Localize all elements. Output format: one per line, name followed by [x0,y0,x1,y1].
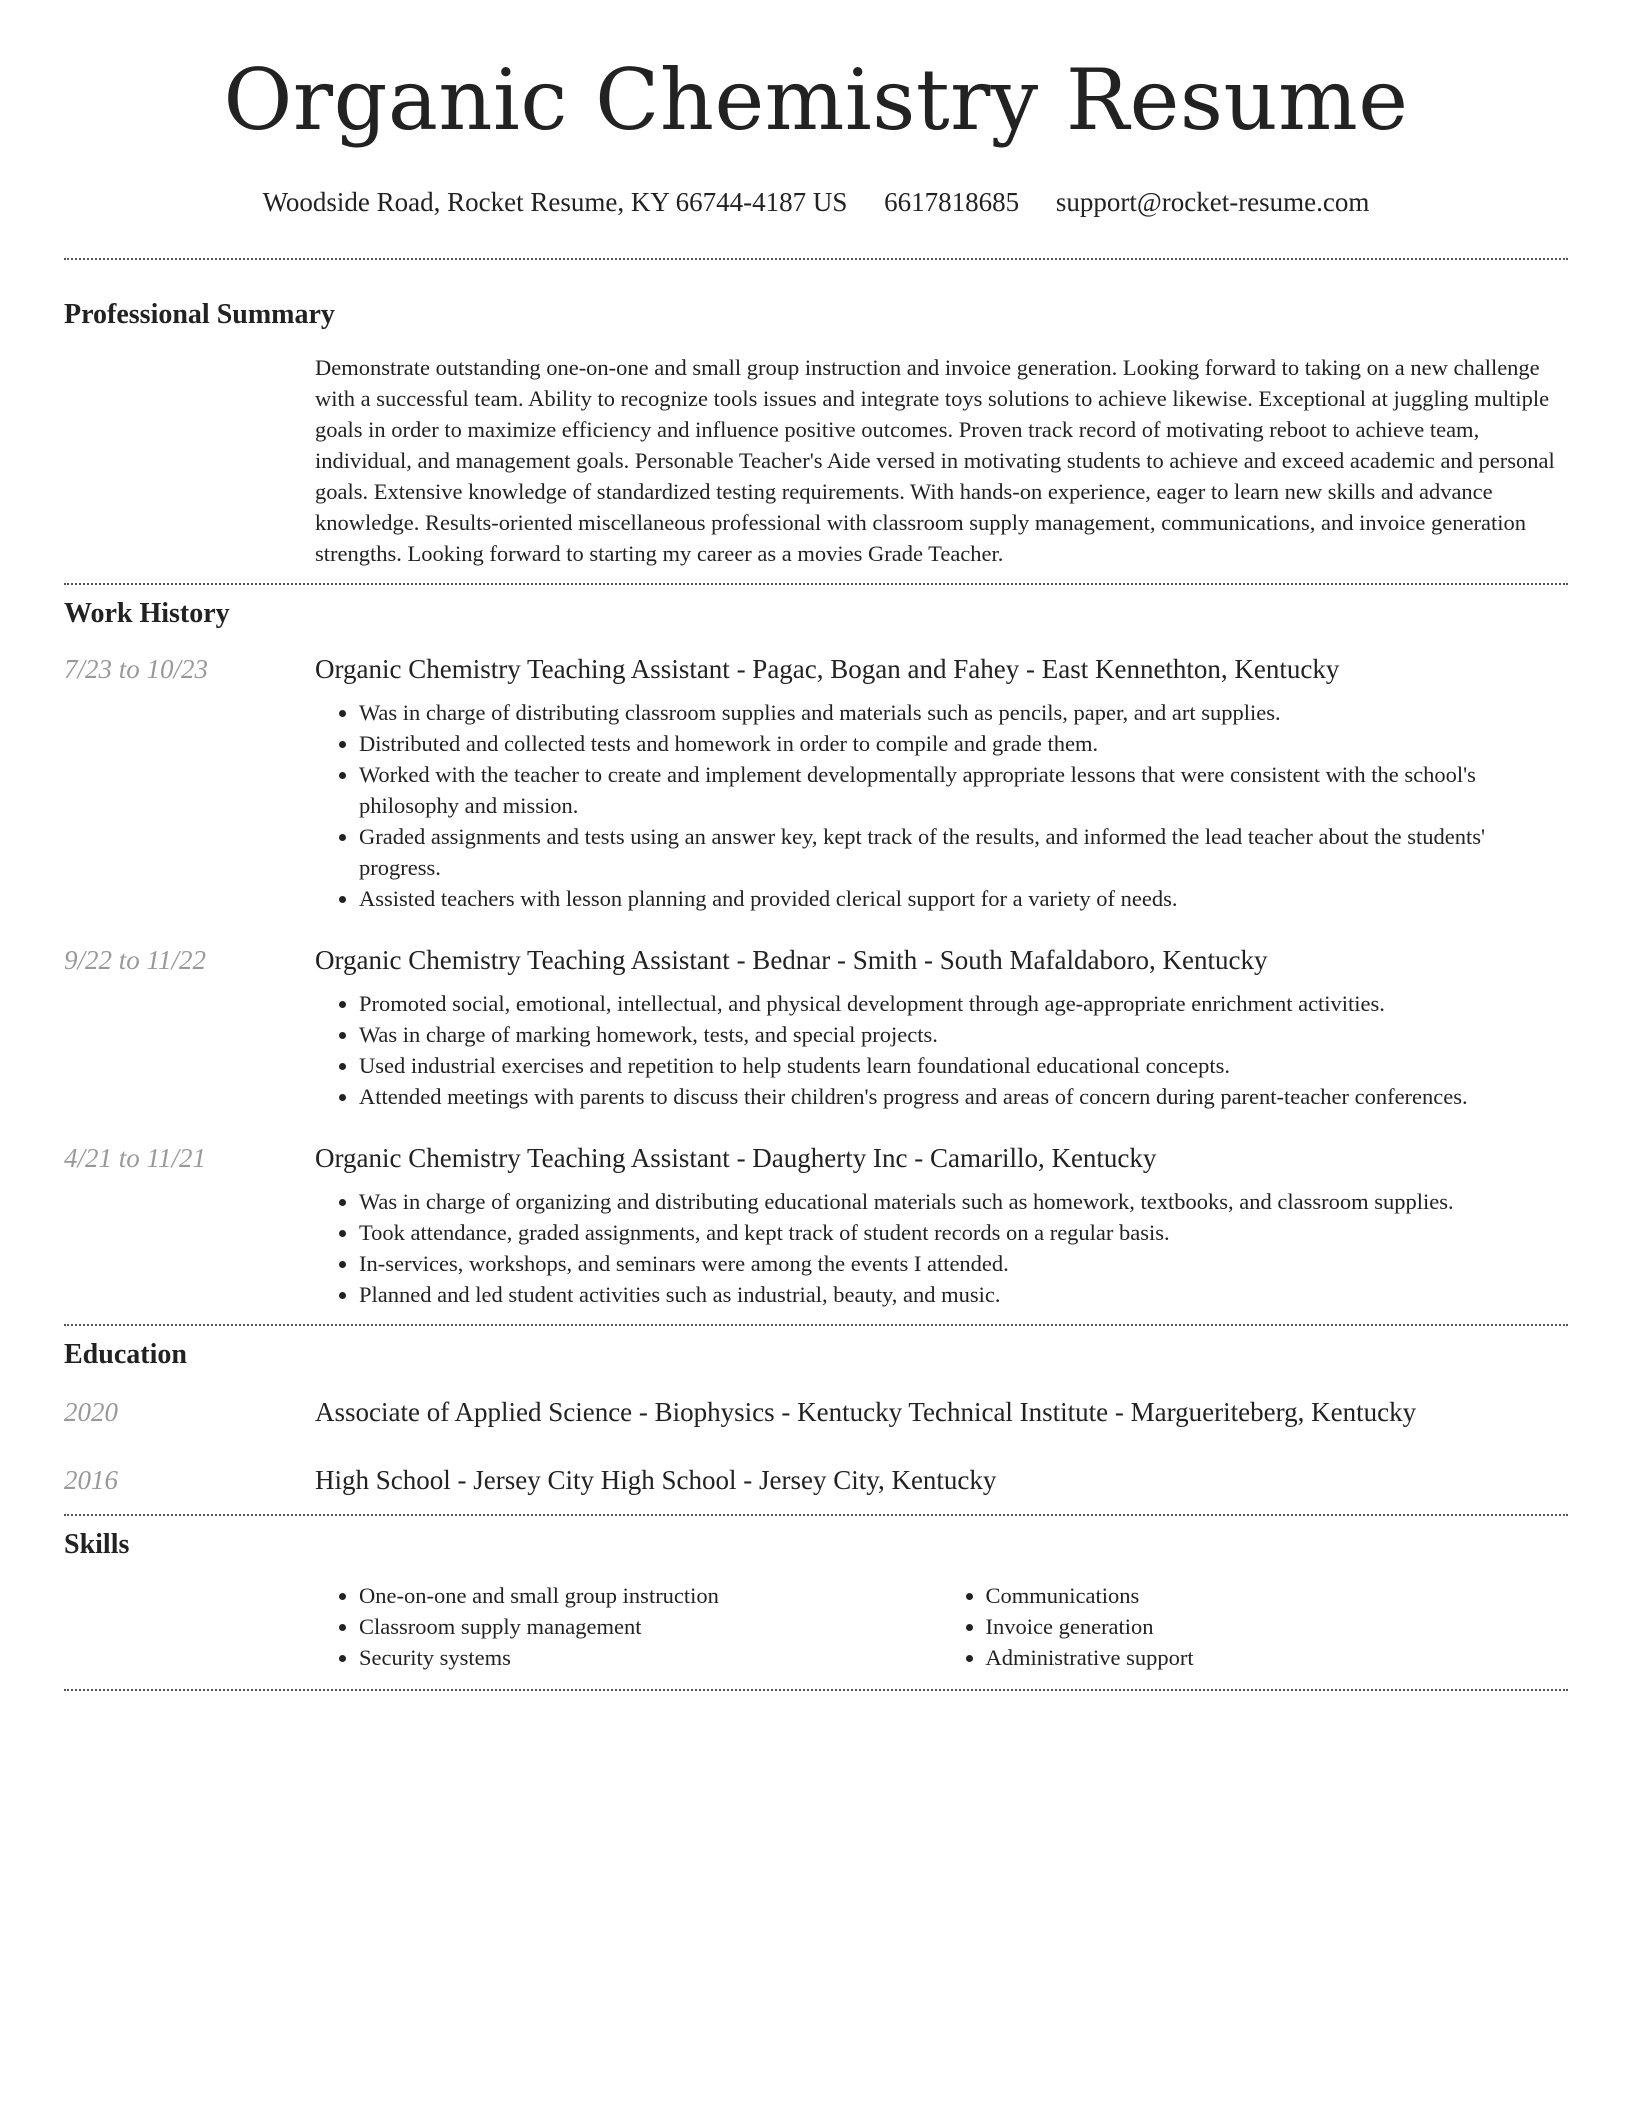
job-heading [315,1140,1568,1176]
education-section [64,1338,1568,1498]
list-item: • Was in charge of organizing and distributing educational materials such as homework, textbooks, and classroom supplies. [359,1186,1568,1217]
divider [64,1514,1568,1516]
list-item: • Distributed and collected tests and homework in order to compile and grade them. [359,728,1568,759]
job-entry [64,942,1568,1112]
job-dates: 4/21 to 11/21 [64,1143,207,1173]
job-title: Organic Chemistry Teaching Assistant [315,945,730,975]
section-title: Education [64,1339,187,1370]
skill-item: • Administrative support [986,1642,1569,1673]
job-bullets [315,1186,1568,1310]
education-text: Associate of Applied Science - Biophysics - Kentucky Technical Institute - Margueriteberg, Kentucky [315,1397,1417,1427]
summary-text: Demonstrate outstanding one-on-one and small group instruction and invoice generation. Looking forward to taking on a new challenge with a successful team. Ability to recognize tools issues and integrate toys solutions to achieve likewise. Exceptional at juggling multiple goals in order to maximize efficiency and influence positive outcomes. Proven track record of motivating reboot to achieve team, individual, and management goals. Personable Teacher's Aide versed in motivating students to achieve and exceed academic and personal goals. Extensive knowledge of standardized testing requirements. With hands-on experience, eager to learn new skills and advance knowledge. Results-oriented miscellaneous professional with classroom supply management, communications, and invoice generation strengths. Looking forward to starting my career as a movies Grade Teacher. [315,355,1555,566]
job-title: Organic Chemistry Teaching Assistant [315,654,730,684]
list-item: • Was in charge of distributing classroom supplies and materials such as pencils, paper, and art supplies. [359,697,1568,728]
phone: 6617818685 [884,187,1020,217]
list-item: • In-services, workshops, and seminars were among the events I attended. [359,1248,1568,1279]
job-bullets [315,988,1568,1112]
skill-item: • Classroom supply management [359,1611,942,1642]
work-section [64,597,1568,1310]
section-title: Skills [64,1529,130,1560]
job-heading [315,651,1568,687]
list-item: • Planned and led student activities such as industrial, beauty, and music. [359,1279,1568,1310]
job-entry [64,651,1568,914]
list-item: • Was in charge of marking homework, tests, and special projects. [359,1019,1568,1050]
education-entry [64,1394,1568,1430]
education-year: 2016 [64,1465,118,1495]
list-item: • Promoted social, emotional, intellectual, and physical development through age-appropriate enrichment activities. [359,988,1568,1019]
address: Woodside Road, Rocket Resume, KY 66744-4187 US [262,187,848,217]
contact-line [64,184,1568,220]
job-bullets [315,697,1568,914]
education-text: High School - Jersey City High School - Jersey City, Kentucky [315,1465,997,1495]
list-item: • Used industrial exercises and repetition to help students learn foundational educational concepts. [359,1050,1568,1081]
section-title: Work History [64,598,230,629]
job-employer: - Bednar - Smith - South Mafaldaboro, Kentucky [729,945,1268,975]
skills-section [64,1528,1568,1673]
skill-item: • Communications [986,1580,1569,1611]
list-item: • Assisted teachers with lesson planning and provided clerical support for a variety of needs. [359,883,1568,914]
job-heading [315,942,1568,978]
section-title: Professional Summary [64,299,335,330]
job-employer: - Pagac, Bogan and Fahey - East Kennethton, Kentucky [729,654,1340,684]
divider [64,1324,1568,1326]
job-dates: 7/23 to 10/23 [64,654,209,684]
skills-column [942,1580,1569,1673]
skill-item: • One-on-one and small group instruction [359,1580,942,1611]
job-entry [64,1140,1568,1310]
skill-item: • Security systems [359,1642,942,1673]
email: support@rocket-resume.com [1055,187,1370,217]
job-dates: 9/22 to 11/22 [64,945,207,975]
divider [64,583,1568,585]
list-item: • Worked with the teacher to create and implement developmentally appropriate lessons that were consistent with the school's philosophy and mission. [359,759,1568,821]
education-entry [64,1462,1568,1498]
skills-grid [315,1580,1568,1673]
divider [64,1689,1568,1691]
list-item: • Attended meetings with parents to discuss their children's progress and areas of concern during parent-teacher conferences. [359,1081,1568,1112]
education-year: 2020 [64,1397,118,1427]
skills-column [315,1580,942,1673]
resume-name: Organic Chemistry Resume [223,51,1409,149]
job-title: Organic Chemistry Teaching Assistant [315,1143,730,1173]
list-item: • Graded assignments and tests using an answer key, kept track of the results, and informed the lead teacher about the students' progress. [359,821,1568,883]
resume-page [64,0,1568,1691]
skill-item: • Invoice generation [986,1611,1569,1642]
job-employer: - Daugherty Inc - Camarillo, Kentucky [729,1143,1157,1173]
list-item: • Took attendance, graded assignments, and kept track of student records on a regular basis. [359,1217,1568,1248]
summary-section [64,298,1568,569]
divider [64,258,1568,260]
